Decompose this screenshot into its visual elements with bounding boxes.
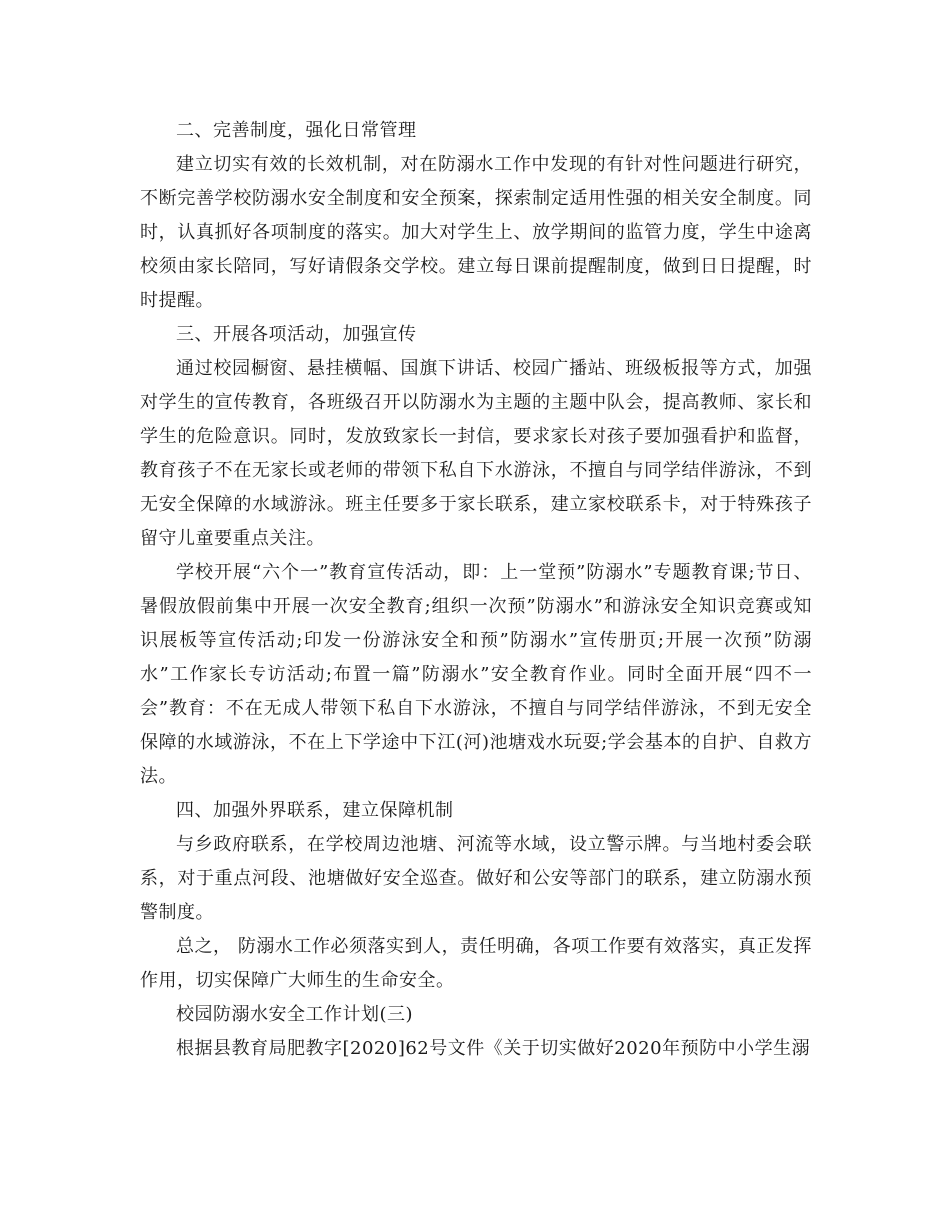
paragraph-summary: 总之， 防溺水工作必须落实到人，责任明确，各项工作要有效落实，真正发挥作用，切实保障广大师生的生命安全。 — [140, 936, 812, 991]
paragraph-intro: 根据县教育局肥教字[2020]62号文件《关于切实做好2020年预防中小学生溺 — [176, 1038, 811, 1059]
section-heading-4: 四、加强外界联系，建立保障机制 — [176, 800, 454, 821]
paragraph-external-contact: 与乡政府联系，在学校周边池塘、河流等水域，设立警示牌。与当地村委会联系，对于重点河段、池塘做好安全巡查。做好和公安等部门的联系，建立防溺水预警制度。 — [140, 834, 812, 923]
document-subtitle: 校园防溺水安全工作计划(三) — [176, 1004, 414, 1025]
paragraph-six-activities: 学校开展“六个一”教育宣传活动，即：上一堂预”防溺水”专题教育课;节日、暑假放假前集中开展一次安全教育;组织一次预”防溺水”和游泳安全知识竞赛或知识展板等宣传活动;印发一份游泳安全和预”防溺水”宣传册页;开展一次预”防溺水”工作家长专访活动;布置一篇”防溺水”安全教育作业。同时全面开展“四不一会”教育：不在无成人带领下私自下水游泳，不擅自与同学结伴游泳，不到无安全保障的水域游泳，不在上下学途中下江(河)池塘戏水玩耍;学会基本的自护、自救方法。 — [140, 562, 812, 787]
paragraph-mechanism: 建立切实有效的长效机制，对在防溺水工作中发现的有针对性问题进行研究，不断完善学校防溺水安全制度和安全预案，探索制定适用性强的相关安全制度。同时，认真抓好各项制度的落实。加大对学生上、放学期间的监管力度，学生中途离校须由家长陪同，写好请假条交学校。建立每日课前提醒制度，做到日日提醒，时时提醒。 — [140, 154, 812, 311]
section-heading-2: 二、完善制度，强化日常管理 — [176, 120, 417, 141]
section-heading-3: 三、开展各项活动，加强宣传 — [176, 324, 417, 345]
paragraph-publicity: 通过校园橱窗、悬挂横幅、国旗下讲话、校园广播站、班级板报等方式，加强对学生的宣传教育，各班级召开以防溺水为主题的主题中队会，提高教师、家长和学生的危险意识。同时，发放致家长一封信，要求家长对孩子要加强看护和监督，教育孩子不在无家长或老师的带领下私自下水游泳，不擅自与同学结伴游泳，不到无安全保障的水域游泳。班主任要多于家长联系，建立家校联系卡，对于特殊孩子留守儿童要重点关注。 — [140, 358, 812, 549]
document-body — [140, 114, 812, 1066]
